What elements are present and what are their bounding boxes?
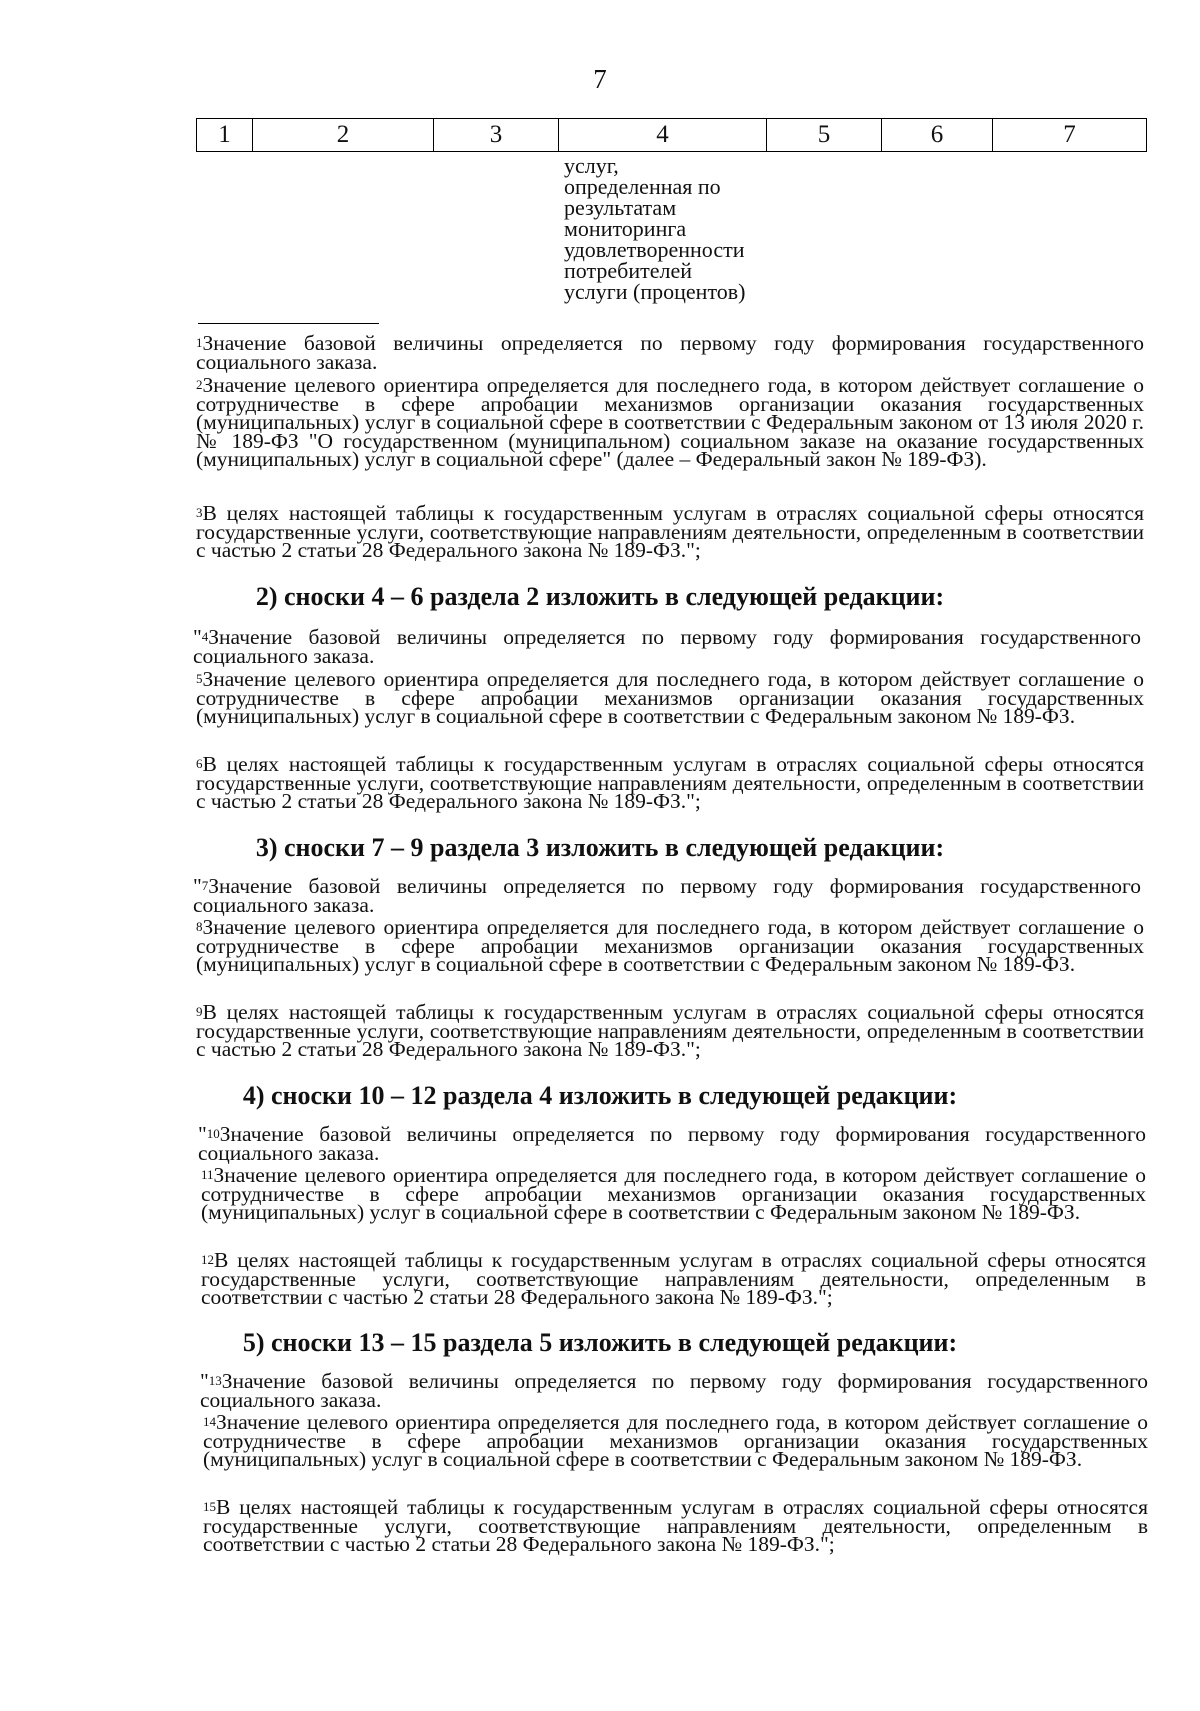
- footnote-text: Значение целевого ориентира определяется для последнего года, в котором действует соглашение о сотрудничестве в сфере апробации механизмов организации оказания государственных (муниципальных) услуг в социальной сфере в соответствии с Федеральным законом № 189-ФЗ.: [196, 915, 1144, 977]
- section-heading-item-5: 5) сноски 13 – 15 раздела 5 изложить в следующей редакции:: [242, 1328, 958, 1357]
- footnote-text: Значение целевого ориентира определяется для последнего года, в котором действует соглашение о сотрудничестве в сфере апробации механизмов организации оказания государственных (муниципальных) услуг в социальной сфере в соответствии с Федеральным законом от 13 июля 2020 г. № 189-ФЗ "О государственном (муниципальном) социальном заказе на оказание государственных (муниципальных) услуг в социальной сфере" (далее – Федеральный закон № 189-ФЗ).: [196, 373, 1144, 472]
- footnote-text: Значение целевого ориентира определяется для последнего года, в котором действует соглашение о сотрудничестве в сфере апробации механизмов организации оказания государственных (муниципальных) услуг в социальной сфере в соответствии с Федеральным законом № 189-ФЗ.: [201, 1163, 1146, 1225]
- footnote-10: [198, 1122, 1146, 1165]
- open-quote: ": [198, 1122, 207, 1146]
- open-quote: ": [200, 1369, 209, 1393]
- footnote-mark: 11: [201, 1167, 214, 1182]
- table-continued-cell: [564, 155, 746, 302]
- footnote-mark: 12: [201, 1252, 214, 1267]
- footnote-mark: 6: [196, 756, 203, 771]
- column-number-cell: 6: [882, 119, 993, 152]
- footnote-mark: 10: [206, 1126, 220, 1141]
- footnote-text: Значение базовой величины определяется по первому году формирования государственного социального заказа.: [193, 874, 1141, 917]
- open-quote: ": [193, 874, 202, 898]
- footnote-15: [203, 1495, 1148, 1557]
- section-heading-item-4: 4) сноски 10 – 12 раздела 4 изложить в следующей редакции:: [242, 1081, 958, 1110]
- cell-line: результатам: [564, 195, 677, 220]
- section-heading-item-2: 2) сноски 4 – 6 раздела 2 изложить в следующей редакции:: [255, 582, 945, 611]
- page-number: 7: [593, 64, 607, 94]
- footnote-mark: 13: [208, 1373, 222, 1388]
- footnote-mark: 8: [196, 919, 203, 934]
- section-heading-item-3: 3) сноски 7 – 9 раздела 3 изложить в следующей редакции:: [255, 833, 945, 862]
- footnote-separator: [198, 323, 379, 324]
- column-number-cell: 4: [559, 119, 767, 152]
- column-number-cell: 1: [197, 119, 253, 152]
- footnote-text: Значение базовой величины определяется по первому году формирования государственного социального заказа.: [193, 625, 1141, 668]
- cell-line: потребителей: [564, 258, 692, 283]
- footnote-mark: 1: [196, 335, 203, 350]
- column-number-cell: 5: [767, 119, 882, 152]
- footnote-mark: 3: [196, 505, 203, 520]
- cell-line: удовлетворенности: [564, 237, 745, 262]
- footnote-13: [200, 1369, 1148, 1412]
- column-number-cell: 7: [993, 119, 1147, 152]
- footnote-14: [203, 1410, 1148, 1472]
- footnote-mark: 14: [203, 1414, 216, 1429]
- footnote-8: [196, 915, 1144, 977]
- footnote-mark: 4: [201, 629, 209, 644]
- footnote-text: Значение целевого ориентира определяется для последнего года, в котором действует соглашение о сотрудничестве в сфере апробации механизмов организации оказания государственных (муниципальных) услуг в социальной сфере в соответствии с Федеральным законом № 189-ФЗ.: [196, 667, 1144, 729]
- footnote-11: [201, 1163, 1146, 1225]
- footnote-text: Значение базовой величины определяется по первому году формирования государственного социального заказа.: [200, 1369, 1148, 1412]
- cell-line: услуги (процентов): [564, 279, 746, 304]
- footnote-text: В целях настоящей таблицы к государственным услугам в отраслях социальной сферы относятся государственные услуги, соответствующие направлениям деятельности, определенным в соответствии с частью 2 статьи 28 Федерального закона № 189-ФЗ.";: [196, 752, 1144, 814]
- footnote-text: В целях настоящей таблицы к государственным услугам в отраслях социальной сферы относятся государственные услуги, соответствующие направлениям деятельности, определенным в соответствии с частью 2 статьи 28 Федерального закона № 189-ФЗ.";: [201, 1248, 1146, 1310]
- footnote-text: В целях настоящей таблицы к государственным услугам в отраслях социальной сферы относятся государственные услуги, соответствующие направлениям деятельности, определенным в соответствии с частью 2 статьи 28 Федерального закона № 189-ФЗ.";: [196, 501, 1144, 563]
- column-number-cell: 3: [434, 119, 559, 152]
- footnote-text: Значение целевого ориентира определяется для последнего года, в котором действует соглашение о сотрудничестве в сфере апробации механизмов организации оказания государственных (муниципальных) услуг в социальной сфере в соответствии с Федеральным законом № 189-ФЗ.: [203, 1410, 1148, 1472]
- footnote-7: [193, 874, 1141, 917]
- footnote-6: [196, 752, 1144, 814]
- footnote-mark: 9: [196, 1004, 203, 1019]
- footnote-text: Значение базовой величины определяется по первому году формирования государственного социального заказа.: [198, 1122, 1146, 1165]
- footnote-4: [193, 625, 1141, 668]
- footnote-5: [196, 667, 1144, 729]
- table-column-numbers: [196, 118, 1147, 152]
- footnote-mark: 2: [196, 377, 203, 392]
- cell-line: определенная по: [564, 174, 721, 199]
- footnote-text: В целях настоящей таблицы к государственным услугам в отраслях социальной сферы относятся государственные услуги, соответствующие направлениям деятельности, определенным в соответствии с частью 2 статьи 28 Федерального закона № 189-ФЗ.";: [203, 1495, 1148, 1557]
- table-row: [197, 119, 1147, 152]
- footnote-mark: 5: [196, 671, 203, 686]
- footnote-2: [196, 373, 1144, 472]
- footnote-text: В целях настоящей таблицы к государственным услугам в отраслях социальной сферы относятся государственные услуги, соответствующие направлениям деятельности, определенным в соответствии с частью 2 статьи 28 Федерального закона № 189-ФЗ.";: [196, 1000, 1144, 1062]
- cell-line: мониторинга: [564, 216, 687, 241]
- footnote-9: [196, 1000, 1144, 1062]
- open-quote: ": [193, 625, 202, 649]
- column-number-cell: 2: [253, 119, 434, 152]
- footnote-text: Значение базовой величины определяется по первому году формирования государственного социального заказа.: [196, 331, 1144, 374]
- footnote-mark: 7: [201, 878, 209, 893]
- footnote-1: [196, 331, 1144, 374]
- footnote-mark: 15: [203, 1499, 216, 1514]
- cell-line: услуг,: [564, 153, 619, 178]
- footnote-12: [201, 1248, 1146, 1310]
- footnote-3: [196, 501, 1144, 563]
